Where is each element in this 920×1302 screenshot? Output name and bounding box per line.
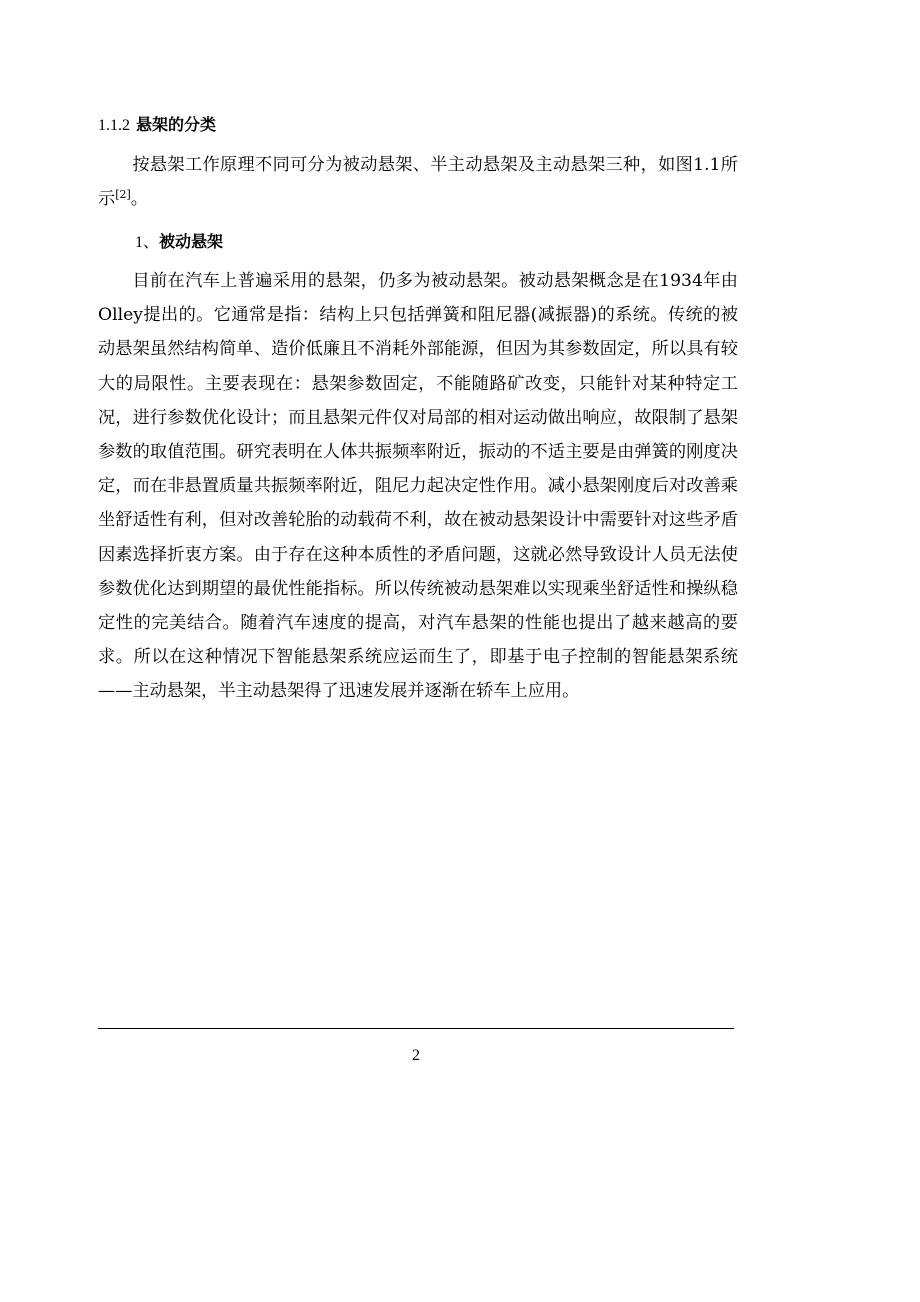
section-number: 1.1.2 — [98, 117, 130, 134]
section-heading — [98, 113, 216, 138]
section-title: 悬架的分类 — [136, 115, 217, 134]
body-paragraph: 目前在汽车上普遍采用的悬架，仍多为被动悬架。被动悬架概念是在1934年由Olley提出的。它通常是指：结构上只包括弹簧和阻尼器(减振器)的系统。传统的被动悬架虽然结构简单、造价低廉且不消耗外部能源，但因为其参数固定，所以具有较大的局限性。主要表现在：悬架参数固定，不能随路矿改变，只能针对某种特定工况，进行参数优化设计；而且悬架元件仅对局部的相对运动做出响应，故限制了悬架参数的取值范围。研究表明在人体共振频率附近，振动的不适主要是由弹簧的刚度决定，而在非悬置质量共振频率附近，阻尼力起决定性作用。减小悬架刚度后对改善乘坐舒适性有利，但对改善轮胎的动载荷不利，故在被动悬架设计中需要针对这些矛盾因素选择折衷方案。由于存在这种本质性的矛盾问题，这就必然导致设计人员无法使参数优化达到期望的最优性能指标。所以传统被动悬架难以实现乘坐舒适性和操纵稳定性的完美结合。随着汽车速度的提高，对汽车悬架的性能也提出了越来越高的要求。所以在这种情况下智能悬架系统应运而生了，即基于电子控制的智能悬架系统——主动悬架，半主动悬架得了迅速发展并逐渐在轿车上应用。 — [98, 271, 738, 702]
citation-reference: [2] — [115, 188, 131, 202]
subsection-title: 被动悬架 — [159, 232, 224, 251]
intro-end: 。 — [130, 189, 148, 210]
intro-text: 按悬架工作原理不同可分为被动悬架、半主动悬架及主动悬架三种，如图1.1所示 — [98, 155, 738, 210]
intro-paragraph — [98, 148, 738, 216]
subsection-heading — [135, 230, 223, 255]
page-number: 2 — [412, 1047, 420, 1064]
subsection-number: 1、 — [135, 234, 160, 251]
footer-divider — [98, 1028, 734, 1029]
